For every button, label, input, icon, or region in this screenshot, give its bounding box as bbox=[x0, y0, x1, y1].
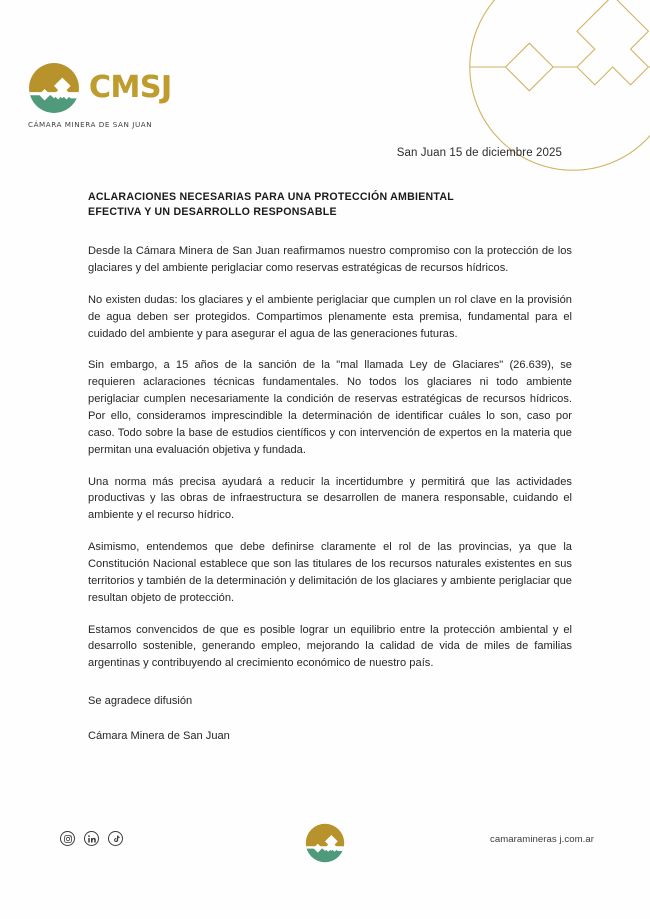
footer-cmsj-logo-icon bbox=[305, 823, 345, 863]
brand-subtitle: CÁMARA MINERA DE SAN JUAN bbox=[28, 120, 153, 129]
document-title-line-2: EFECTIVA Y UN DESARROLLO RESPONSABLE bbox=[88, 206, 337, 219]
social-links bbox=[60, 831, 123, 846]
document-footer bbox=[0, 823, 650, 869]
paragraph: Estamos convencidos de que es posible lograr un equilibrio entre la protección ambiental y el desarrollo sostenible, generando empleo, mejorando la calidad de vida de miles de familias argentinas y contribuyendo al crecimiento económico de nuestro país. bbox=[88, 623, 572, 670]
cmsj-logo-icon bbox=[28, 62, 80, 114]
website-url[interactable]: camaramineras j.com.ar bbox=[490, 834, 594, 845]
document-title-line-1: ACLARACIONES NECESARIAS PARA UNA PROTECCIÓN AMBIENTAL bbox=[88, 191, 454, 203]
paragraph: Sin embargo, a 15 años de la sanción de la "mal llamada Ley de Glaciares" (26.639), se requieren aclaraciones técnicas fundamentales. No todos los glaciares ni todo ambiente periglaciar cumplen necesariamente la condición de reservas estratégicas de recursos hídricos. Por ello, consideramos imprescindible la determinación de identificar cuáles lo son, caso por caso. Todo sobre la base de estudios científicos y con intervención de expertos en la materia que permitan una evaluación objetiva y fundada. bbox=[88, 359, 572, 456]
signoff-name: Cámara Minera de San Juan bbox=[88, 729, 230, 742]
document-title bbox=[88, 190, 572, 220]
paragraph: No existen dudas: los glaciares y el ambiente periglaciar que cumplen un rol clave en la provisión de agua deben ser protegidos. Compartimos plenamente esta premisa, fundamental para el cuidado del ambiente y para asegurar el agua de las generaciones futuras. bbox=[88, 293, 572, 340]
paragraph: Una norma más precisa ayudará a reducir la incertidumbre y permitirá que las actividades productivas y las obras de infraestructura se desarrollen de manera responsable, cuidando el ambiente y el recurso hídrico. bbox=[88, 475, 572, 522]
instagram-icon[interactable] bbox=[60, 831, 75, 846]
signoff-note: Se agradece difusión bbox=[88, 695, 193, 708]
paragraph: Asimismo, entendemos que debe definirse claramente el rol de las provincias, ya que la Constitución Nacional establece que son las titulares de los recursos naturales existentes en sus territorios y también de la determinación y delimitación de los glaciares y ambiente periglaciar que resultan objeto de protección. bbox=[88, 541, 572, 604]
paragraph: Desde la Cámara Minera de San Juan reafirmamos nuestro compromiso con la protección de los glaciares y del ambiente periglaciar como reservas estratégicas de recursos hídricos. bbox=[88, 245, 572, 274]
brand-wordmark: CMSJ bbox=[89, 70, 172, 105]
cmsj-outline-watermark-icon bbox=[444, 0, 650, 196]
linkedin-icon[interactable] bbox=[84, 831, 99, 846]
tiktok-icon[interactable] bbox=[108, 831, 123, 846]
brand-lockup bbox=[28, 62, 228, 129]
document-date: San Juan 15 de diciembre 2025 bbox=[396, 147, 562, 159]
document-body bbox=[88, 190, 572, 745]
